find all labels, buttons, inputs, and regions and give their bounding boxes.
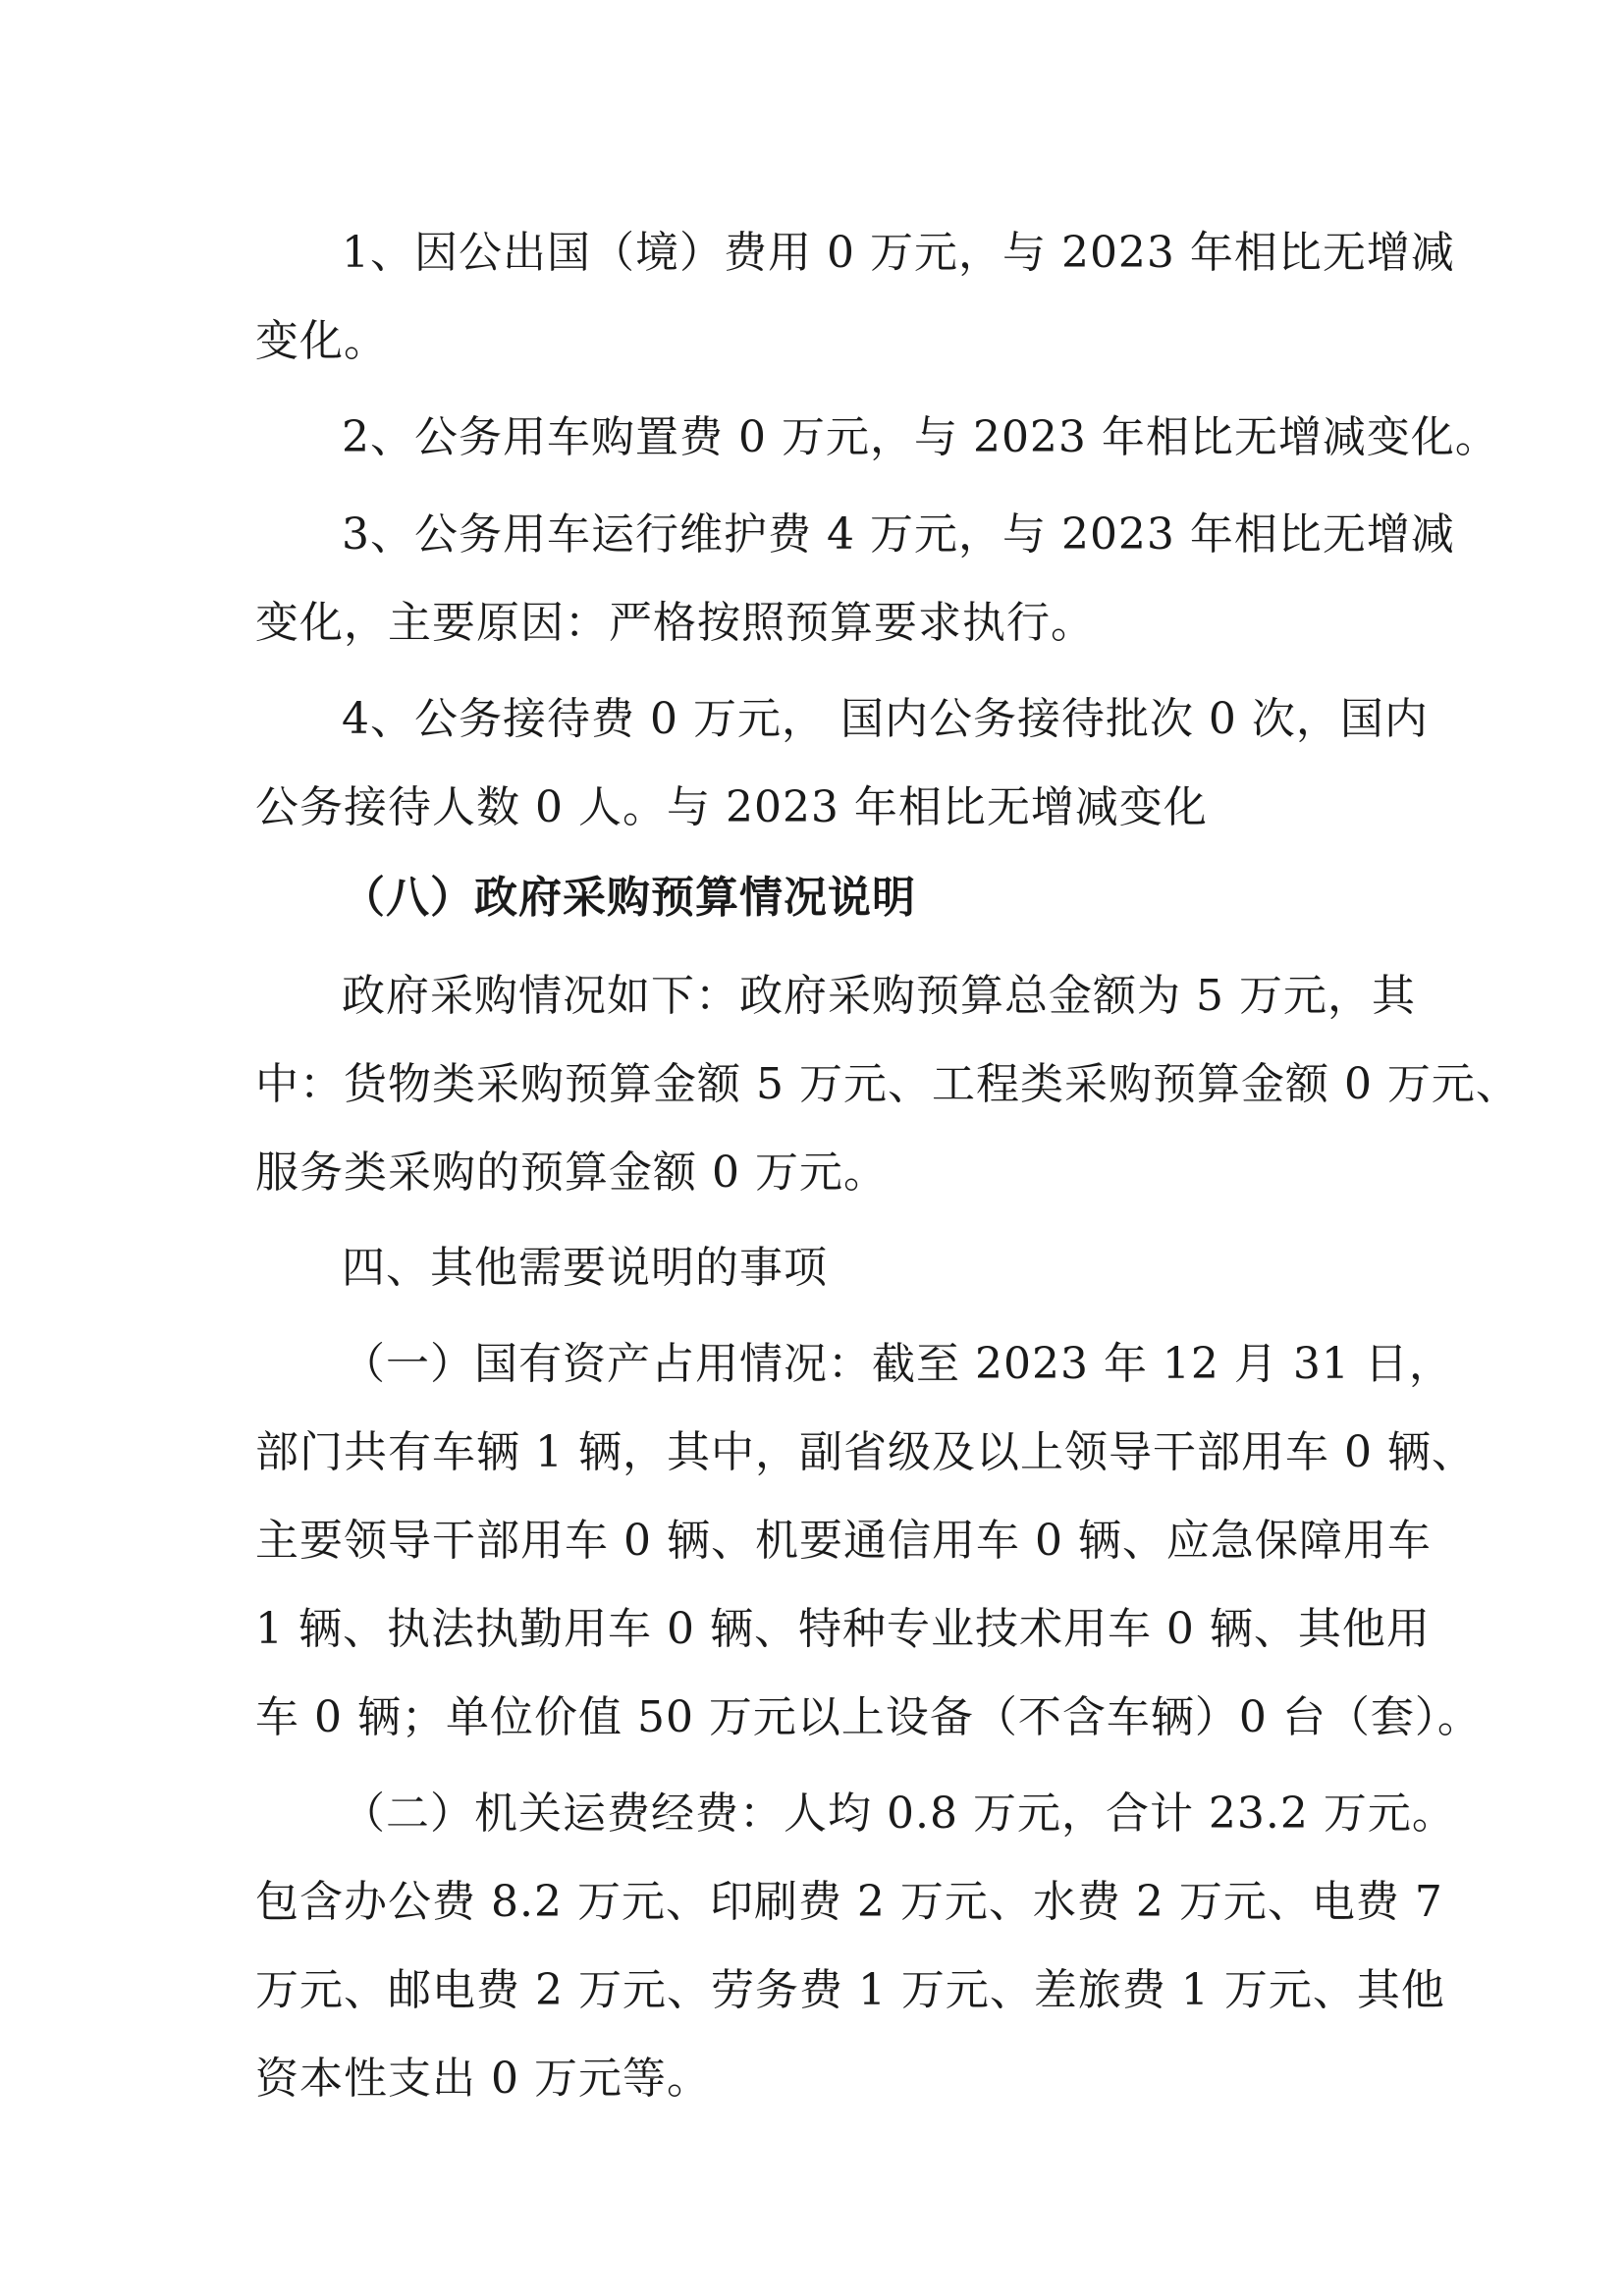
paragraph-line: 部门共有车辆 1 辆，其中，副省级及以上领导干部用车 0 辆、 — [255, 1427, 1476, 1477]
paragraph-line: 1、因公出国（境）费用 0 万元，与 2023 年相比无增减 — [342, 228, 1455, 278]
paragraph-line: 变化。 — [255, 316, 388, 366]
paragraph-line: 变化，主要原因：严格按照预算要求执行。 — [255, 598, 1095, 648]
section-heading-other-matters: 四、其他需要说明的事项 — [342, 1243, 828, 1293]
paragraph-line: 包含办公费 8.2 万元、印刷费 2 万元、水费 2 万元、电费 7 — [255, 1877, 1443, 1927]
paragraph-line: 万元、邮电费 2 万元、劳务费 1 万元、差旅费 1 万元、其他 — [255, 1965, 1445, 2015]
paragraph-line: （二）机关运费经费：人均 0.8 万元，合计 23.2 万元。 — [342, 1789, 1456, 1839]
paragraph-line: 3、公务用车运行维护费 4 万元，与 2023 年相比无增减 — [342, 509, 1455, 560]
paragraph-line: 中：货物类采购预算金额 5 万元、工程类采购预算金额 0 万元、 — [255, 1059, 1520, 1109]
section-heading-government-procurement: （八）政府采购预算情况说明 — [342, 873, 916, 923]
paragraph-line: 政府采购情况如下：政府采购预算总金额为 5 万元，其 — [342, 971, 1416, 1021]
paragraph-line: 服务类采购的预算金额 0 万元。 — [255, 1148, 888, 1198]
paragraph-line: 公务接待人数 0 人。与 2023 年相比无增减变化 — [255, 782, 1208, 832]
paragraph-line: 1 辆、执法执勤用车 0 辆、特种专业技术用车 0 辆、其他用 — [255, 1604, 1431, 1654]
paragraph-line: 主要领导干部用车 0 辆、机要通信用车 0 辆、应急保障用车 — [255, 1516, 1432, 1566]
paragraph-line: 资本性支出 0 万元等。 — [255, 2054, 711, 2104]
paragraph-line: 4、公务接待费 0 万元， 国内公务接待批次 0 次，国内 — [342, 694, 1429, 744]
paragraph-line: 2、公务用车购置费 0 万元，与 2023 年相比无增减变化。 — [342, 412, 1499, 462]
paragraph-line: 车 0 辆；单位价值 50 万元以上设备（不含车辆）0 台（套）。 — [255, 1692, 1482, 1742]
paragraph-line: （一）国有资产占用情况：截至 2023 年 12 月 31 日， — [342, 1339, 1453, 1389]
